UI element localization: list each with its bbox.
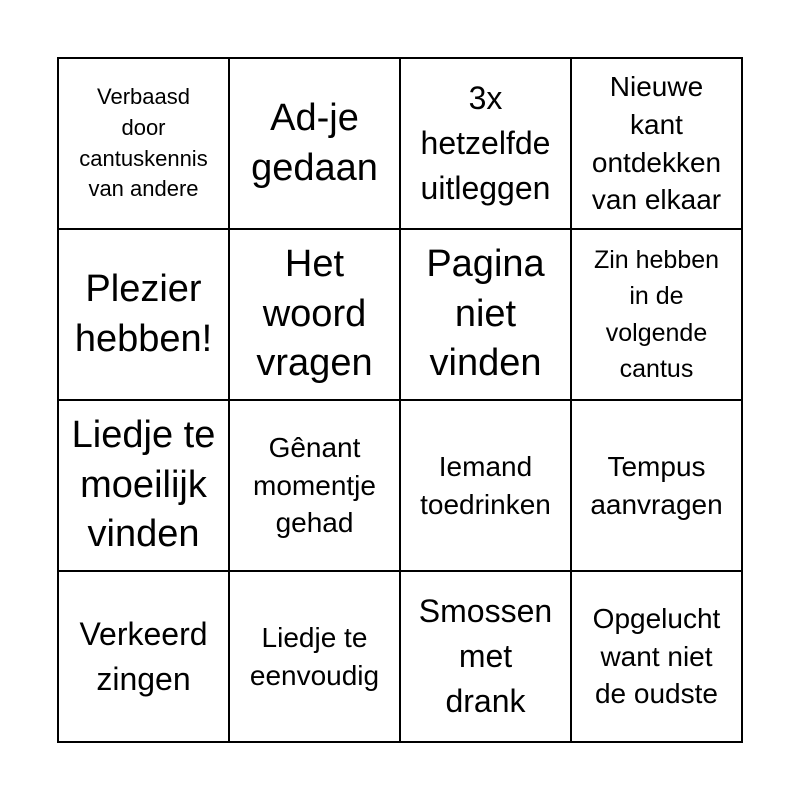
cell-line: gehad [275, 507, 354, 539]
cell-line: niet [454, 292, 517, 335]
cell-line: eenvoudig [249, 659, 380, 691]
cell-line: toedrinken [420, 488, 551, 520]
cell-line: van elkaar [591, 184, 722, 216]
cell-line: vinden [87, 513, 200, 556]
cell-line: cantuskennis [79, 145, 208, 171]
bingo-cell[interactable] [229, 400, 400, 571]
cell-line: kant [630, 108, 683, 140]
bingo-cell[interactable] [571, 400, 742, 571]
bingo-cell[interactable] [571, 229, 742, 400]
bingo-cell[interactable] [58, 229, 229, 400]
cell-line: Liedje te [261, 621, 368, 653]
cell-line: vragen [256, 342, 373, 385]
cell-line: ontdekken [591, 146, 722, 178]
cell-line: Opgelucht [592, 602, 721, 634]
cell-line: volgende [605, 318, 708, 347]
cell-line: zingen [96, 660, 191, 697]
bingo-cell[interactable] [58, 571, 229, 742]
bingo-cell[interactable] [400, 229, 571, 400]
bingo-cell[interactable] [229, 58, 400, 229]
cell-line: Verkeerd [79, 615, 208, 652]
bingo-cell[interactable] [400, 571, 571, 742]
bingo-cell[interactable] [58, 400, 229, 571]
cell-line: hetzelfde [420, 125, 551, 162]
cell-line: want niet [600, 640, 713, 672]
bingo-cell[interactable] [400, 400, 571, 571]
cell-line: woord [262, 292, 367, 335]
cell-line: de oudste [594, 678, 718, 710]
cell-line: Gênant [268, 431, 361, 463]
bingo-cell[interactable] [229, 229, 400, 400]
cell-line: Zin hebben [593, 246, 720, 274]
cell-line: van andere [88, 176, 199, 202]
bingo-board [57, 57, 743, 743]
cell-line: hebben! [74, 317, 213, 360]
bingo-cell[interactable] [229, 571, 400, 742]
cell-line: door [121, 114, 166, 140]
cell-line: Pagina [426, 243, 545, 286]
cell-line: in de [629, 282, 684, 311]
cell-line: met [458, 638, 513, 675]
bingo-cell[interactable] [400, 58, 571, 229]
cell-line: Smossen [418, 593, 553, 630]
cell-line: Nieuwe [609, 70, 704, 102]
cell-line: moeilijk [80, 463, 207, 506]
cell-line: drank [445, 682, 526, 719]
cell-line: Iemand [438, 450, 533, 482]
bingo-cell[interactable] [571, 58, 742, 229]
cell-line: Plezier [85, 268, 202, 311]
bingo-cell[interactable] [571, 571, 742, 742]
cell-line: cantus [619, 354, 694, 383]
cell-line: uitleggen [420, 169, 551, 206]
bingo-cell[interactable] [58, 58, 229, 229]
cell-line: 3x [468, 80, 503, 117]
cell-line: momentje [253, 469, 376, 501]
cell-line: aanvragen [590, 488, 723, 520]
cell-line: Verbaasd [97, 83, 190, 109]
cell-line: Het [284, 243, 345, 286]
cell-line: Liedje te [71, 414, 216, 457]
cell-line: vinden [429, 342, 542, 385]
cell-line: Tempus [607, 450, 706, 482]
cell-line: Ad-je [270, 97, 359, 140]
cell-line: gedaan [251, 146, 378, 189]
